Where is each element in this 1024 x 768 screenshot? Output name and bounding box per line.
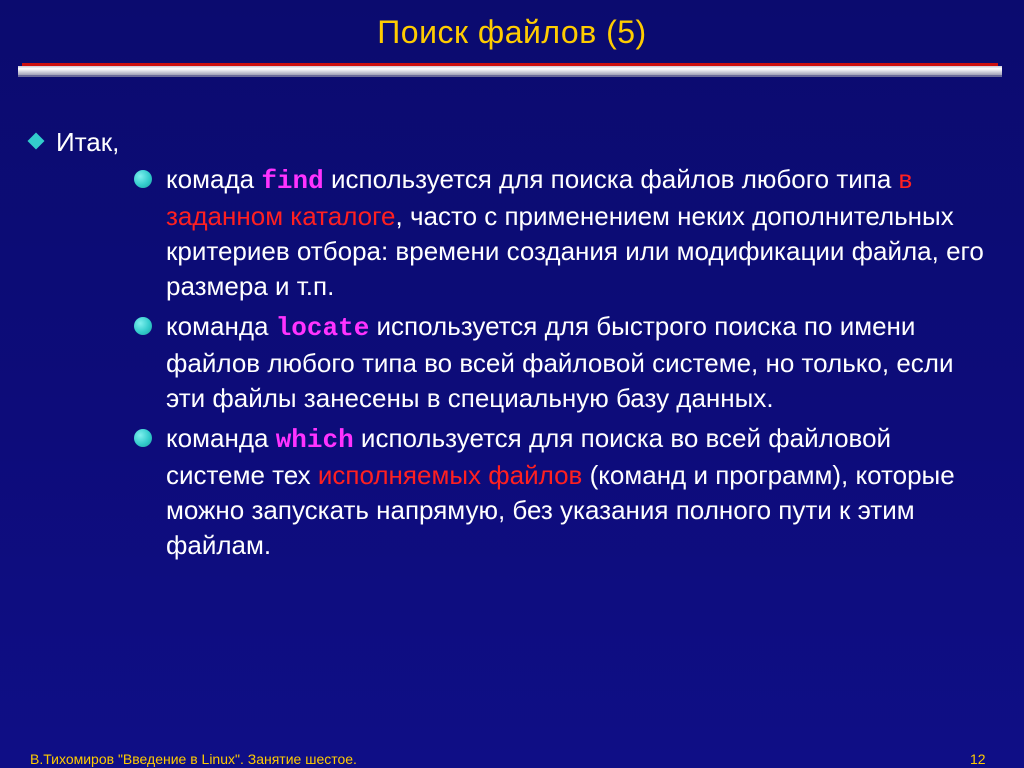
bullet-item-find: [134, 162, 996, 304]
circle-bullet-icon: [134, 170, 152, 188]
bullet-text-post: (команд и программ), которые можно запускать напрямую, без указания полного пути к этим файлам.: [166, 460, 955, 560]
bullet-item-locate: [134, 309, 996, 416]
command-name: which: [275, 425, 354, 455]
page-number: 12: [970, 751, 986, 767]
bullet-text: [166, 162, 986, 304]
slide-title: Поиск файлов (5): [377, 14, 647, 50]
command-name: find: [261, 166, 324, 196]
footer-author: В.Тихомиров "Введение в Linux". Занятие шестое.: [30, 751, 357, 767]
highlight-text: исполняемых файлов: [317, 460, 583, 490]
title-divider-bar: [18, 66, 1002, 75]
bullet-text-mid: используется для поиска файлов любого типа: [323, 164, 899, 194]
bullet-text-mid: используется для быстрого поиска по имени файлов любого типа во всей файловой системе, но только, если эти файлы занесены в специальную базу данных.: [166, 311, 954, 413]
command-name: locate: [275, 313, 370, 343]
bullet-text: [166, 421, 986, 563]
bullet-text-post: , часто с применением неких дополнительных критериев отбора: времени создания или модификации файла, его размера и т.п.: [166, 201, 984, 301]
bullet-item-which: [134, 421, 996, 563]
intro-text: Итак,: [56, 127, 120, 157]
title-divider-shadow: [18, 75, 1002, 77]
bullet-text-pre: команда: [166, 311, 276, 341]
circle-bullet-icon: [134, 317, 152, 335]
slide-content: [26, 124, 996, 568]
bullet-text-pre: комада: [166, 164, 262, 194]
title-divider: [18, 60, 1002, 78]
intro-bullet: [26, 124, 996, 160]
bullet-text: [166, 309, 986, 416]
diamond-bullet-icon: [28, 133, 45, 150]
bullet-text-pre: команда: [166, 423, 276, 453]
highlight-text: в заданном каталоге: [166, 164, 913, 231]
circle-bullet-icon: [134, 429, 152, 447]
bullet-text-mid: используется для поиска во всей файловой системе тех: [166, 423, 892, 490]
